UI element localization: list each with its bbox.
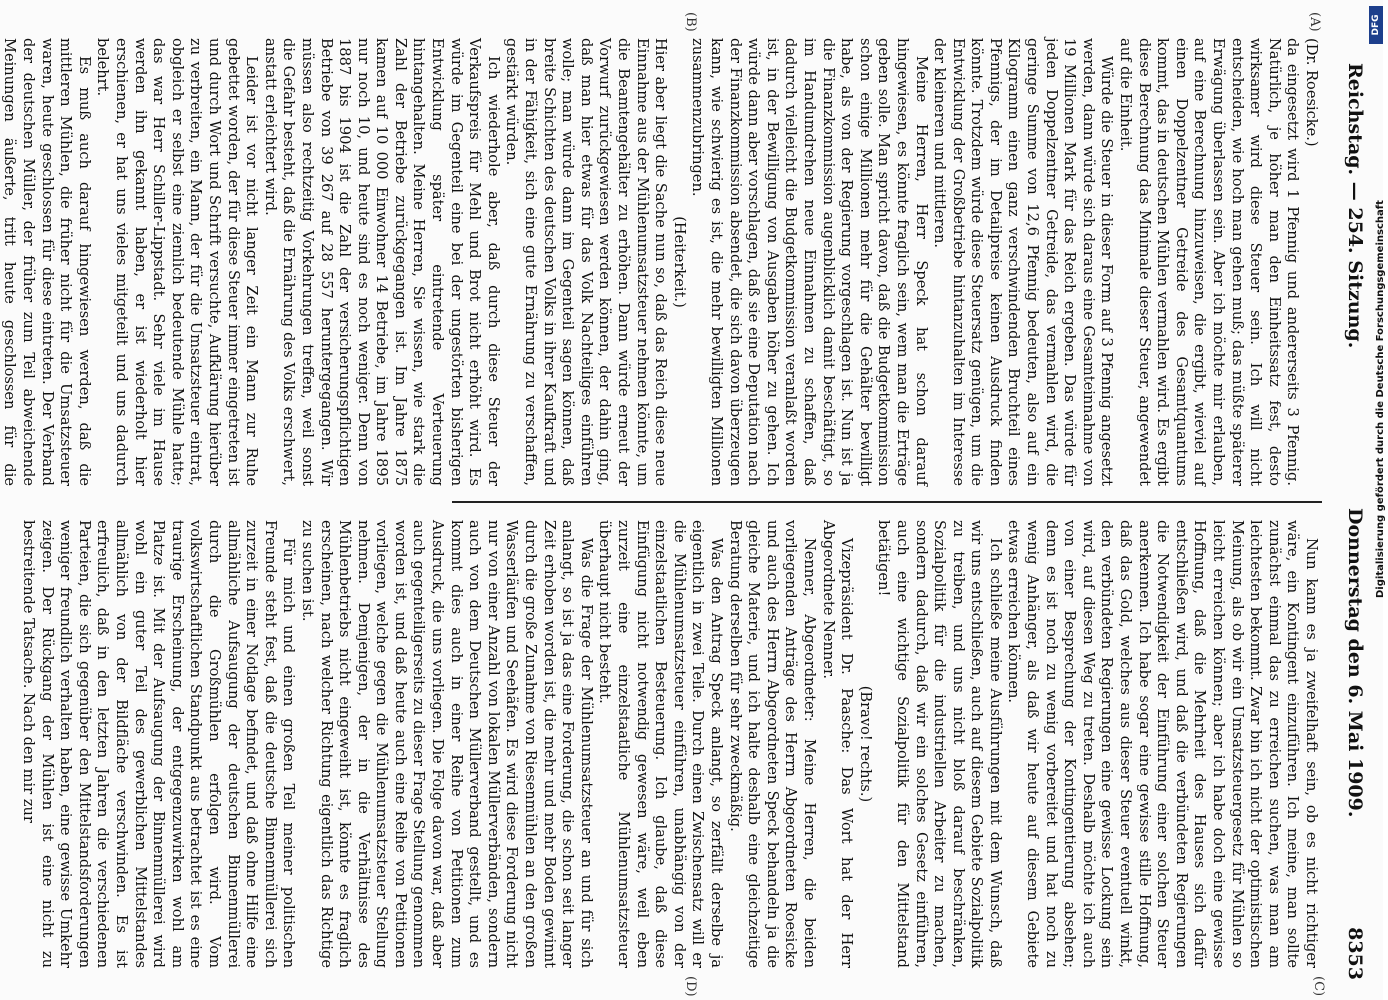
interjection: (Bravo! rechts.) (856, 685, 874, 803)
margin-mark-c: (C) (1311, 976, 1326, 997)
presiding-officer-line: Vizepräsident Dr. Paasche: Das Wort hat der Herr Abgeordnete Nenner. (819, 520, 856, 968)
paragraph: Meine Herren, Herr Speck hat schon darauf hingewiesen, es könnte fraglich sein, wem man die Erträge geben solle. Man spricht davon, daß die Budgetkommission schon einige Millionen mehr für die Gehälter bewilligt habe, als von der Regierung vorgeschlagen ist. Nun ist ja die Finanzkommission augenblicklich damit beschäftigt, so im Handumdrehen neue Einnahmen zu schaffen, daß dadurch vielleicht die Budgetkommission veranlaßt worden ist, in der Bewilligung von Ausgaben höher zu gehen. Ich würde dann aber vorschlagen, daß sie eine Deputation nach der Finanzkommission absendet, die sich davon überzeugen kann, wie schwierig es ist, die mehr bewilligten Millionen zusammenzubringen. (689, 38, 930, 486)
speaker-tag: (Dr. Roesicke.) (1303, 38, 1320, 147)
page-number: 8353 (1344, 927, 1366, 980)
running-header-date: Donnerstag den 6. Mai 1909. (1344, 508, 1366, 818)
paragraph: Leider ist vor nicht langer Zeit ein Mann zur Ruhe gebettet worden, der für diese Steuer immer eingetreten ist und durch Wort und Schrift versuchte, Aufklärung hierüber zu verbreiten, ein Mann, der für die Umsatzsteuer eintrat, obgleich er selbst eine ziemlich bedeutende Mühle hatte; das war Herr Schiller-Lippstadt. Sehr viele im Hause werden ihn gekannt haben, er ist wiederholt hier erschienen, er hat uns vieles mitgeteilt und uns dadurch belehrt. (94, 38, 261, 486)
watermark-text: Digitalisierung gefördert durch die Deutsche Forschungsgemeinschaft (1375, 200, 1386, 598)
margin-mark-d: (D) (683, 976, 698, 997)
column-divider (452, 501, 1322, 503)
interjection: (Heiterkeit.) (670, 216, 688, 308)
paragraph: Ich schließe meine Ausführungen mit dem Wunsch, daß wir uns entschließen, auch auf diesem Gebiete Sozialpolitik zu treiben, und uns nicht bloß darauf beschränken, Sozialpolitik für die industriellen Arbeiter zu machen, sondern dadurch, daß wir ein solches Gesetz einführen, auch eine wichtige Sozialpolitik für den Mittelstand betätigen! (875, 520, 1004, 968)
paragraph: Würde die Steuer in dieser Form auf 3 Pfennig angesetzt werden, dann würde sich daraus eine Gesamteinnahme von 19 Millionen Mark für das Reich ergeben. Das würde für jeden Doppelzentner Getreide, das vermahlen wird, die geringe Summe von 12,6 Pfennig bedeuten, also auf ein Kilogramm einen ganz verschwindenden Bruchteil eines Pfennigs, der im Detailpreise keinen Ausdruck finden könnte. Trotzdem würde diese Steuersatz genügen, um die Entwicklung der Großbetriebe hintanzuhalten im Interesse der kleineren und mittleren. (931, 38, 1116, 486)
margin-mark-a: (A) (1307, 12, 1322, 32)
dfg-logo-text: DFG (1371, 14, 1381, 36)
paragraph: Es muß auch darauf hingewiesen werden, daß die mittleren Mühlen, die früher nicht für die Umsatzsteuer waren, heute geschlossen für diese eintreten. Der Verband der deutschen Müller, der früher zum Teil abweichende Meinungen äußerte, tritt heute geschlossen für die (1, 38, 93, 486)
paragraph: Nenner, Abgeordneter: Meine Herren, die beiden vorliegenden Anträge des Herrn Abgeordneten Roesicke und auch des Herrn Abgeordneten Speck behandeln ja die gleiche Materie, und ich halte deshalb eine gleichzeitige Beratung derselben für sehr zweckmäßig. (726, 520, 818, 968)
paragraph: Für mich und einen großen Teil meiner politischen Freunde steht fest, daß die deutsche Binnenmüllerei sich zurzeit in einer Notlage befindet, und daß ohne Hilfe eine allmähliche Aufsaugung der deutschen Binnenmüllerei durch die Großmühlen erfolgen wird. Vom volkswirtschaftlichen Standpunkt aus betrachtet ist es eine traurige Erscheinung, der entgegenzuwirken wohl am Platze ist. Mit der Aufsaugung der Binnenmüllerei wird wohl ein guter Teil des gewerblichen Mittelstandes allmählich von der Bildfläche verschwinden. Es ist erfreulich, daß in den letzten Jahren die verschiedenen Parteien, die sich gegenüber den Mittelstandsforderungen weniger freundlich verhalten haben, eine gewisse Umkehr zeigen. Der Rückgang der Mühlen ist eine nicht zu bestreitende Tatsache. Nach den mir zur (20, 520, 298, 968)
running-header-left: Reichstag. — 254. Sitzung. (1344, 63, 1366, 349)
margin-mark-b: (B) (683, 12, 698, 32)
rotated-print-page (1, 12, 1366, 997)
text-column-right (20, 520, 1320, 968)
paragraph: Hier aber liegt die Sache nun so, daß das Reich diese neue Einnahme aus der Mühlenumsatzsteuer nehmen könnte, um die Beamtengehälter zu erhöhen. Dann würde erneut der Vorwurf zurückgewiesen werden können, der dahin ging, daß man hier etwas für das Volk Nachteiliges einführen wolle; man würde dann im Gegenteil sagen können, daß breite Schichten des deutschen Volks in ihrer Kaufkraft und in der Fähigkeit, sich eine gute Ernährung zu verschaffen, gestärkt würden. (503, 38, 670, 486)
paragraph: da eingesetzt wird 1 Pfennig und andererseits 3 Pfennig. Natürlich, je höher man den Einheitssatz fest, desto wirksamer wird diese Steuer sein. Ich will nicht entscheiden, wie hoch man gehen muß; das müßte späterer Erwägung überlassen sein. Aber ich möchte mir erlauben, auf eine Berechnung hinzuweisen, die ergibt, wieviel auf einen Doppelzentner Getreide des Gesamtquantums kommt, das in deutschen Mühlen vermahlen wird. Es ergibt diese Berechnung das Minimale dieser Steuer, angewendet auf die Einheit. (1117, 38, 1302, 486)
paragraph: Was den Antrag Speck anlangt, so zerfällt derselbe ja eigentlich in zwei Teile. Durch einen Zwischensatz will er die Mühlenumsatzsteuer einführen, unabhängig von der einzelstaatlichen Besteuerung. Ich glaube, daß diese Einfügung nicht notwendig gewesen wäre, weil eben zurzeit eine einzelstaatliche Mühlenumsatzsteuer überhaupt nicht besteht. (596, 520, 725, 968)
paragraph: Ich wiederhole aber, daß durch diese Steuer der Verkaufspreis für Mehl und Brot nicht erhöht wird. Es würde im Gegenteil eine bei der ungestörten bisherigen Entwicklung später eintretende Verteuerung hintangehalten. Meine Herren, Sie wissen, wie stark die Zahl der Betriebe zurückgegangen ist. Im Jahre 1875 kamen auf 10 000 Einwohner 14 Betriebe, im Jahre 1895 nur noch 10, und heute sind es noch weniger. Denn von 1887 bis 1904 ist die Zahl der versicherungspflichtigen Betriebe von 39 267 auf 28 557 heruntergegangen. Wir müssen also rechtzeitig Vorkehrungen treffen, weil sonst die Gefahr besteht, daß die Ernährung des Volks erschwert, anstatt erleichtert wird. (261, 38, 502, 486)
digitization-watermark (1374, 8, 1388, 598)
text-column-left (1, 38, 1320, 486)
paragraph: Was die Frage der Mühlenumsatzsteuer an und für sich anlangt, so ist ja das eine Forderung, die schon seit langer Zeit erhoben worden ist, die mehr und mehr Boden gewinnt durch die große Zunahme von Riesenmühlen an den großen Wasserläufen und Seehäfen. Es wird diese Forderung nicht nur von einer Anzahl von lokalen Müllerverbänden, sondern auch von dem Deutschen Müllerverband gestellt, und es kommt dies auch in einer Reihe von Petitionen zum Ausdruck, die uns vorliegen. Die Folge davon war, daß aber auch gegenteiligerseits zu dieser Frage Stellung genommen worden ist, und daß heute auch eine Reihe von Petitionen vorliegen, welche gegen die Mühlenumsatzsteuer Stellung nehmen. Demjenigen, der in die Verhältnisse des Mühlenbetriebs nicht eingeweiht ist, könnte es fraglich erscheinen, nach welcher Richtung eigentlich das Richtige zu suchen ist. (298, 520, 595, 968)
paragraph: Nun kann es ja zweifelhaft sein, ob es nicht richtiger wäre, ein Kontingent einzuführen. Ich meine, man sollte zunächst einmal das zu erreichen suchen, was man am leichtesten bekommt. Zwar bin ich nicht der optimistischen Meinung, als ob wir ein Umsatzsteuergesetz für Mühlen so leicht erreichen können; aber ich habe doch eine gewisse Hoffnung, daß die Mehrheit des Hauses sich dafür entschließen wird, und daß die verbündeten Regierungen die Notwendigkeit der Einführung einer solchen Steuer anerkennen. Ich habe sogar eine gewisse stille Hoffnung, daß das Gold, welches aus dieser Steuer eventuell winkt, den verbündeten Regierungen eine gewisse Lockung sein wird, auf diesen Weg zu treten. Deshalb möchte ich auch von einer Besprechung der Kontingentierung absehen; denn es ist noch zu wenig vorbereitet und hat noch zu wenig Anhänger, als daß wir heute auf diesem Gebiete etwas erreichen können. (1005, 520, 1320, 968)
